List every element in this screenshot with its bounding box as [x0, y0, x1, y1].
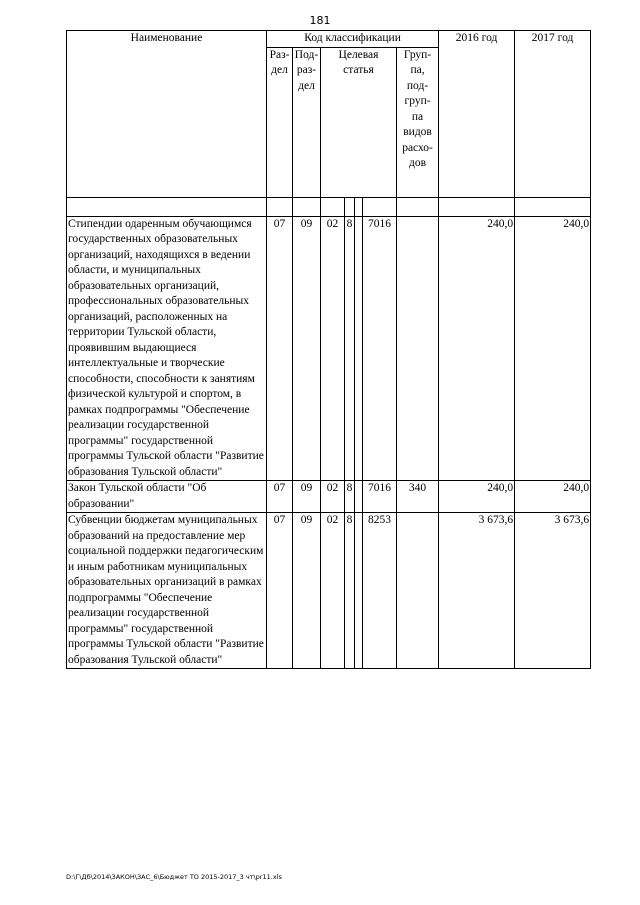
- budget-table: [66, 30, 591, 669]
- row-razdel: 07: [267, 481, 293, 513]
- row-value-2017: 240,0: [515, 216, 591, 481]
- row-podrazdel: 09: [293, 216, 321, 481]
- header-group: Груп- па, под- груп- па видов расхо- дов: [397, 47, 439, 197]
- row-target-program: 02: [321, 216, 345, 481]
- row-name: Стипендии одаренным обучающимся государственных образовательных организаций, находящихся в ведении области, и муниципальных образовательных организаций, профессиональных образовательных организаций, расположенных на территории Тульской области, проявившим выдающиеся интеллектуальные и творческие способности, способности к занятиям физической культурой и спортом, в рамках подпрограммы "Обеспечение реализации государственной программы" государственной программы Тульской области "Развитие образования Тульской области": [67, 216, 267, 481]
- row-target-code: 8253: [363, 513, 397, 669]
- row-name: Закон Тульской области "Об образовании": [67, 481, 267, 513]
- row-value-2017: 240,0: [515, 481, 591, 513]
- row-razdel: 07: [267, 216, 293, 481]
- row-group: [397, 216, 439, 481]
- spacer-row: [67, 197, 591, 216]
- header-target-article: Целевая статья: [321, 47, 397, 197]
- row-group: [397, 513, 439, 669]
- row-name: Субвенции бюджетам муниципальных образований на предоставление мер социальной поддержки педагогическим и иным работникам муниципальных образовательных организаций в рамках подпрограммы "Обеспечение реализации государственной программы" государственной программы Тульской области "Развитие образования Тульской области": [67, 513, 267, 669]
- header-year-2016: 2016 год: [439, 31, 515, 198]
- row-target-subprogram: 8: [345, 481, 355, 513]
- row-target-extra: [355, 513, 363, 669]
- row-value-2016: 3 673,6: [439, 513, 515, 669]
- row-razdel: 07: [267, 513, 293, 669]
- row-value-2017: 3 673,6: [515, 513, 591, 669]
- page-number: 181: [309, 14, 331, 27]
- header-row-1: [67, 31, 591, 48]
- header-name: Наименование: [67, 31, 267, 198]
- row-podrazdel: 09: [293, 481, 321, 513]
- table-row: [67, 513, 591, 669]
- header-razdel: Раз- дел: [267, 47, 293, 197]
- table-row: [67, 481, 591, 513]
- row-target-subprogram: 8: [345, 216, 355, 481]
- header-year-2017: 2017 год: [515, 31, 591, 198]
- header-classification: Код классификации: [267, 31, 439, 48]
- row-target-program: 02: [321, 481, 345, 513]
- header-podrazdel: Под- раз- дел: [293, 47, 321, 197]
- row-target-subprogram: 8: [345, 513, 355, 669]
- footer-file-path: D:\Г\Дб\2014\ЗАКОН\ЗАС_6\Бюджет ТО 2015-2017_3 чт\pr11.xls: [66, 873, 282, 881]
- row-group: 340: [397, 481, 439, 513]
- row-target-extra: [355, 481, 363, 513]
- row-target-code: 7016: [363, 216, 397, 481]
- table-row: [67, 216, 591, 481]
- row-target-extra: [355, 216, 363, 481]
- row-value-2016: 240,0: [439, 216, 515, 481]
- row-target-program: 02: [321, 513, 345, 669]
- row-value-2016: 240,0: [439, 481, 515, 513]
- row-podrazdel: 09: [293, 513, 321, 669]
- row-target-code: 7016: [363, 481, 397, 513]
